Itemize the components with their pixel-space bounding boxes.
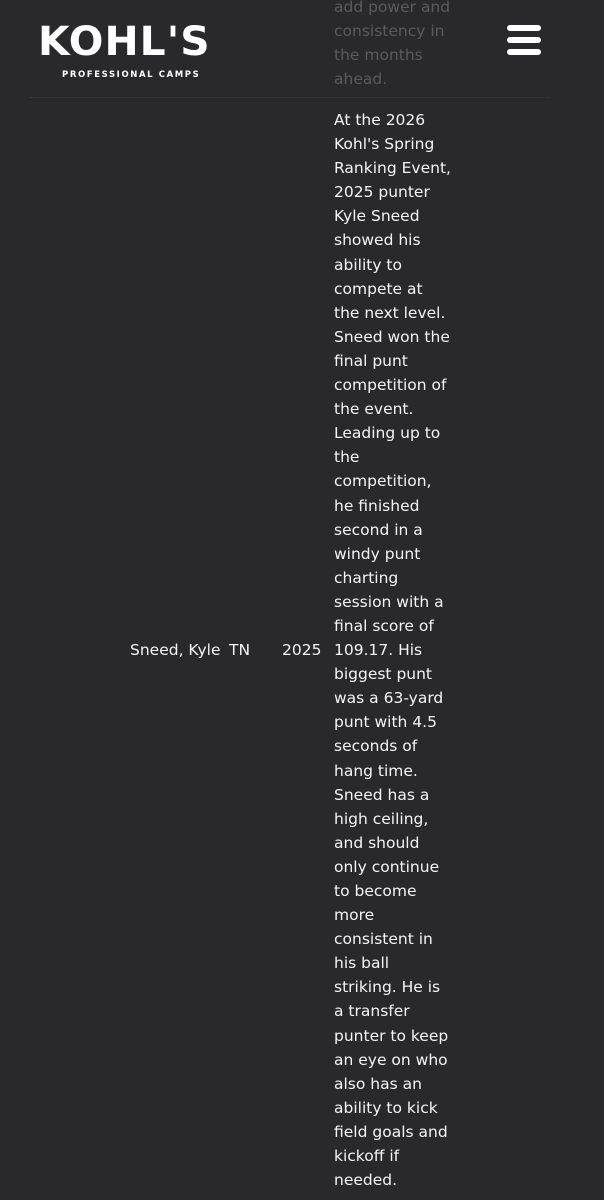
menu-bar xyxy=(507,49,541,55)
menu-bar xyxy=(507,37,541,43)
hamburger-menu-icon[interactable] xyxy=(507,24,541,56)
player-year-cell: 2025 xyxy=(282,641,322,659)
menu-bar xyxy=(507,25,541,31)
table-row-divider xyxy=(30,97,550,98)
player-description-cell: At the 2026 Kohl's Spring Ranking Event, 2025 punter Kyle Sneed showed his ability to compete at the next level. Sneed won the final punt competition of the event. Leading up to the competition, he finished second in a windy punt charting session with a final score of 109.17. His biggest punt was a 63-yard punt with 4.5 seconds of hang time. Sneed has a high ceiling, and should only continue to become more consistent in his ball striking. He is a transfer punter to keep an eye on who also has an ability to kick field goals and kickoff if needed. xyxy=(334,111,451,1190)
site-header xyxy=(0,0,604,96)
player-state-cell: TN xyxy=(229,641,251,659)
logo-wordmark: KOHL'S xyxy=(38,19,211,65)
logo-subtitle: PROFESSIONAL CAMPS xyxy=(62,70,201,80)
previous-row-description: add power and consistency in the months ahead. xyxy=(334,0,451,89)
kohls-logo[interactable] xyxy=(38,20,228,82)
player-name-cell: Sneed, Kyle xyxy=(130,641,221,659)
